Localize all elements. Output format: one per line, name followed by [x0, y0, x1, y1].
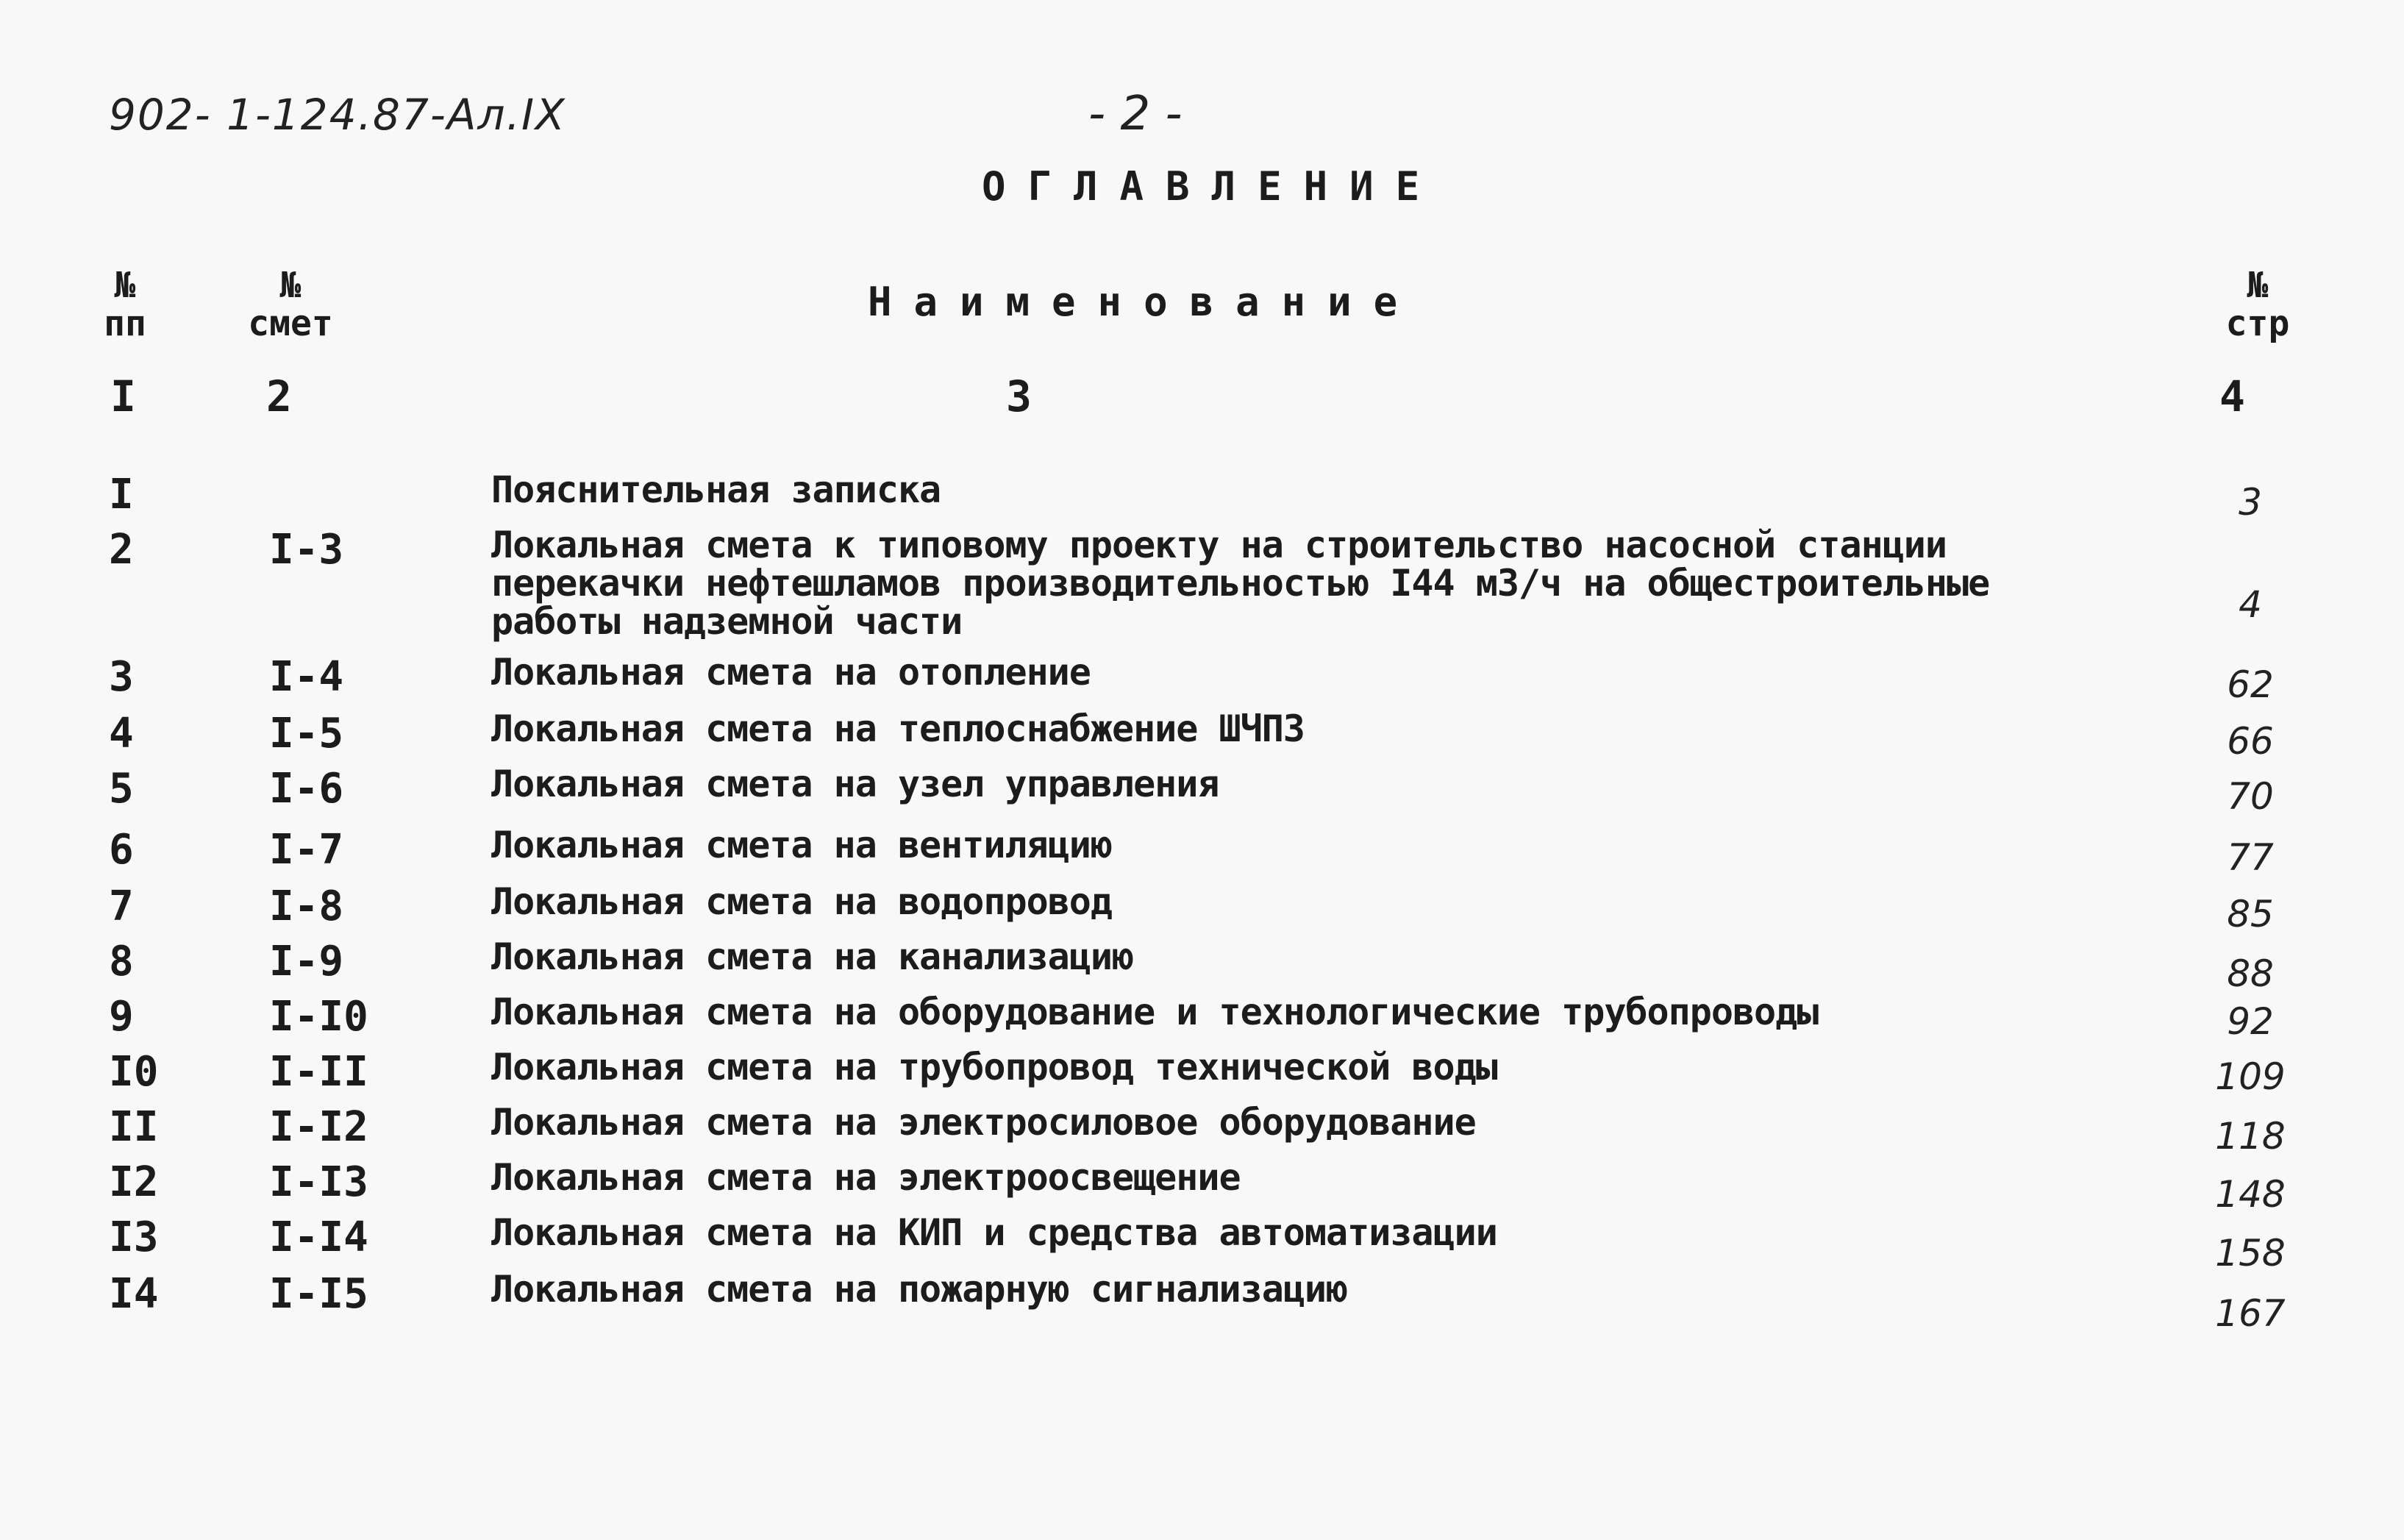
column-index-1: I: [110, 371, 136, 421]
toc-estimate: I-6: [269, 765, 344, 813]
toc-estimate: I-I5: [269, 1270, 368, 1318]
column-index-2: 2: [266, 371, 292, 421]
toc-page: 118: [2215, 1115, 2286, 1158]
toc-number: 6: [109, 826, 134, 874]
toc-estimate: I-5: [269, 710, 344, 757]
page-title: ОГЛАВЛЕНИЕ: [982, 163, 1442, 210]
toc-title: Локальная смета на отопление: [491, 651, 1091, 694]
toc-number: I2: [109, 1158, 159, 1206]
toc-title: Локальная смета на трубопровод технической воды: [491, 1046, 1497, 1088]
toc-estimate: I-I2: [269, 1103, 368, 1151]
toc-estimate: I-4: [269, 653, 344, 701]
toc-estimate: I-II: [269, 1048, 368, 1096]
toc-number: I0: [109, 1048, 159, 1096]
toc-page: 88: [2227, 952, 2274, 995]
toc-title: Локальная смета на теплоснабжение ШЧПЗ: [491, 707, 1305, 750]
column-header-name: Наименование: [868, 279, 1420, 325]
toc-title: Локальная смета на вентиляцию: [491, 824, 1112, 866]
toc-number: 2: [109, 526, 134, 574]
toc-number: II: [109, 1103, 159, 1151]
toc-title: Локальная смета на канализацию: [491, 935, 1134, 978]
toc-title: Локальная смета на оборудование и технологические трубопроводы: [491, 991, 1819, 1033]
toc-number: I4: [109, 1270, 159, 1318]
toc-page: 92: [2227, 1000, 2274, 1043]
toc-page: 109: [2215, 1055, 2286, 1098]
toc-estimate: I-8: [269, 883, 344, 930]
column-header-estimate: № смет: [248, 265, 333, 344]
toc-number: 7: [109, 883, 134, 930]
toc-page: 167: [2215, 1292, 2286, 1335]
toc-page: 158: [2215, 1232, 2286, 1275]
toc-title: Локальная смета к типовому проекту на строительство насосной станции перекачки нефтешламов производительностью I44 м3/ч на общестроительные работы надземной части: [491, 524, 1990, 643]
toc-title: Локальная смета на КИП и средства автоматизации: [491, 1211, 1497, 1254]
page-number: - 2 -: [1088, 87, 1183, 141]
toc-page: 70: [2227, 775, 2274, 818]
toc-page: 85: [2227, 893, 2274, 935]
toc-page: 62: [2227, 663, 2274, 706]
toc-number: 5: [109, 765, 134, 813]
toc-page: 3: [2239, 481, 2262, 524]
toc-number: 3: [109, 653, 134, 701]
toc-title: Локальная смета на узел управления: [491, 763, 1219, 805]
toc-number: 8: [109, 938, 134, 985]
toc-estimate: I-9: [269, 938, 344, 985]
toc-number: 9: [109, 993, 134, 1041]
toc-page: 148: [2215, 1173, 2286, 1216]
toc-number: I: [109, 471, 134, 518]
toc-page: 66: [2227, 720, 2274, 763]
toc-title: Пояснительная записка: [491, 468, 941, 511]
toc-page: 4: [2239, 583, 2262, 626]
toc-title: Локальная смета на электроосвещение: [491, 1156, 1241, 1199]
column-index-3: 3: [1006, 371, 1032, 421]
toc-title: Локальная смета на пожарную сигнализацию: [491, 1268, 1348, 1311]
toc-title: Локальная смета на водопровод: [491, 880, 1112, 923]
column-header-page: № стр: [2225, 265, 2290, 344]
toc-estimate: I-I4: [269, 1213, 368, 1261]
toc-number: 4: [109, 710, 134, 757]
toc-page: 77: [2227, 836, 2274, 879]
toc-estimate: I-7: [269, 826, 344, 874]
toc-estimate: I-I3: [269, 1158, 368, 1206]
toc-estimate: I-I0: [269, 993, 368, 1041]
column-index-4: 4: [2219, 371, 2245, 421]
toc-estimate: I-3: [269, 526, 344, 574]
toc-number: I3: [109, 1213, 159, 1261]
document-code: 902- 1-124.87-Ал.IX: [109, 90, 566, 140]
toc-title: Локальная смета на электросиловое оборудование: [491, 1101, 1476, 1144]
column-header-number: № пп: [104, 265, 146, 344]
